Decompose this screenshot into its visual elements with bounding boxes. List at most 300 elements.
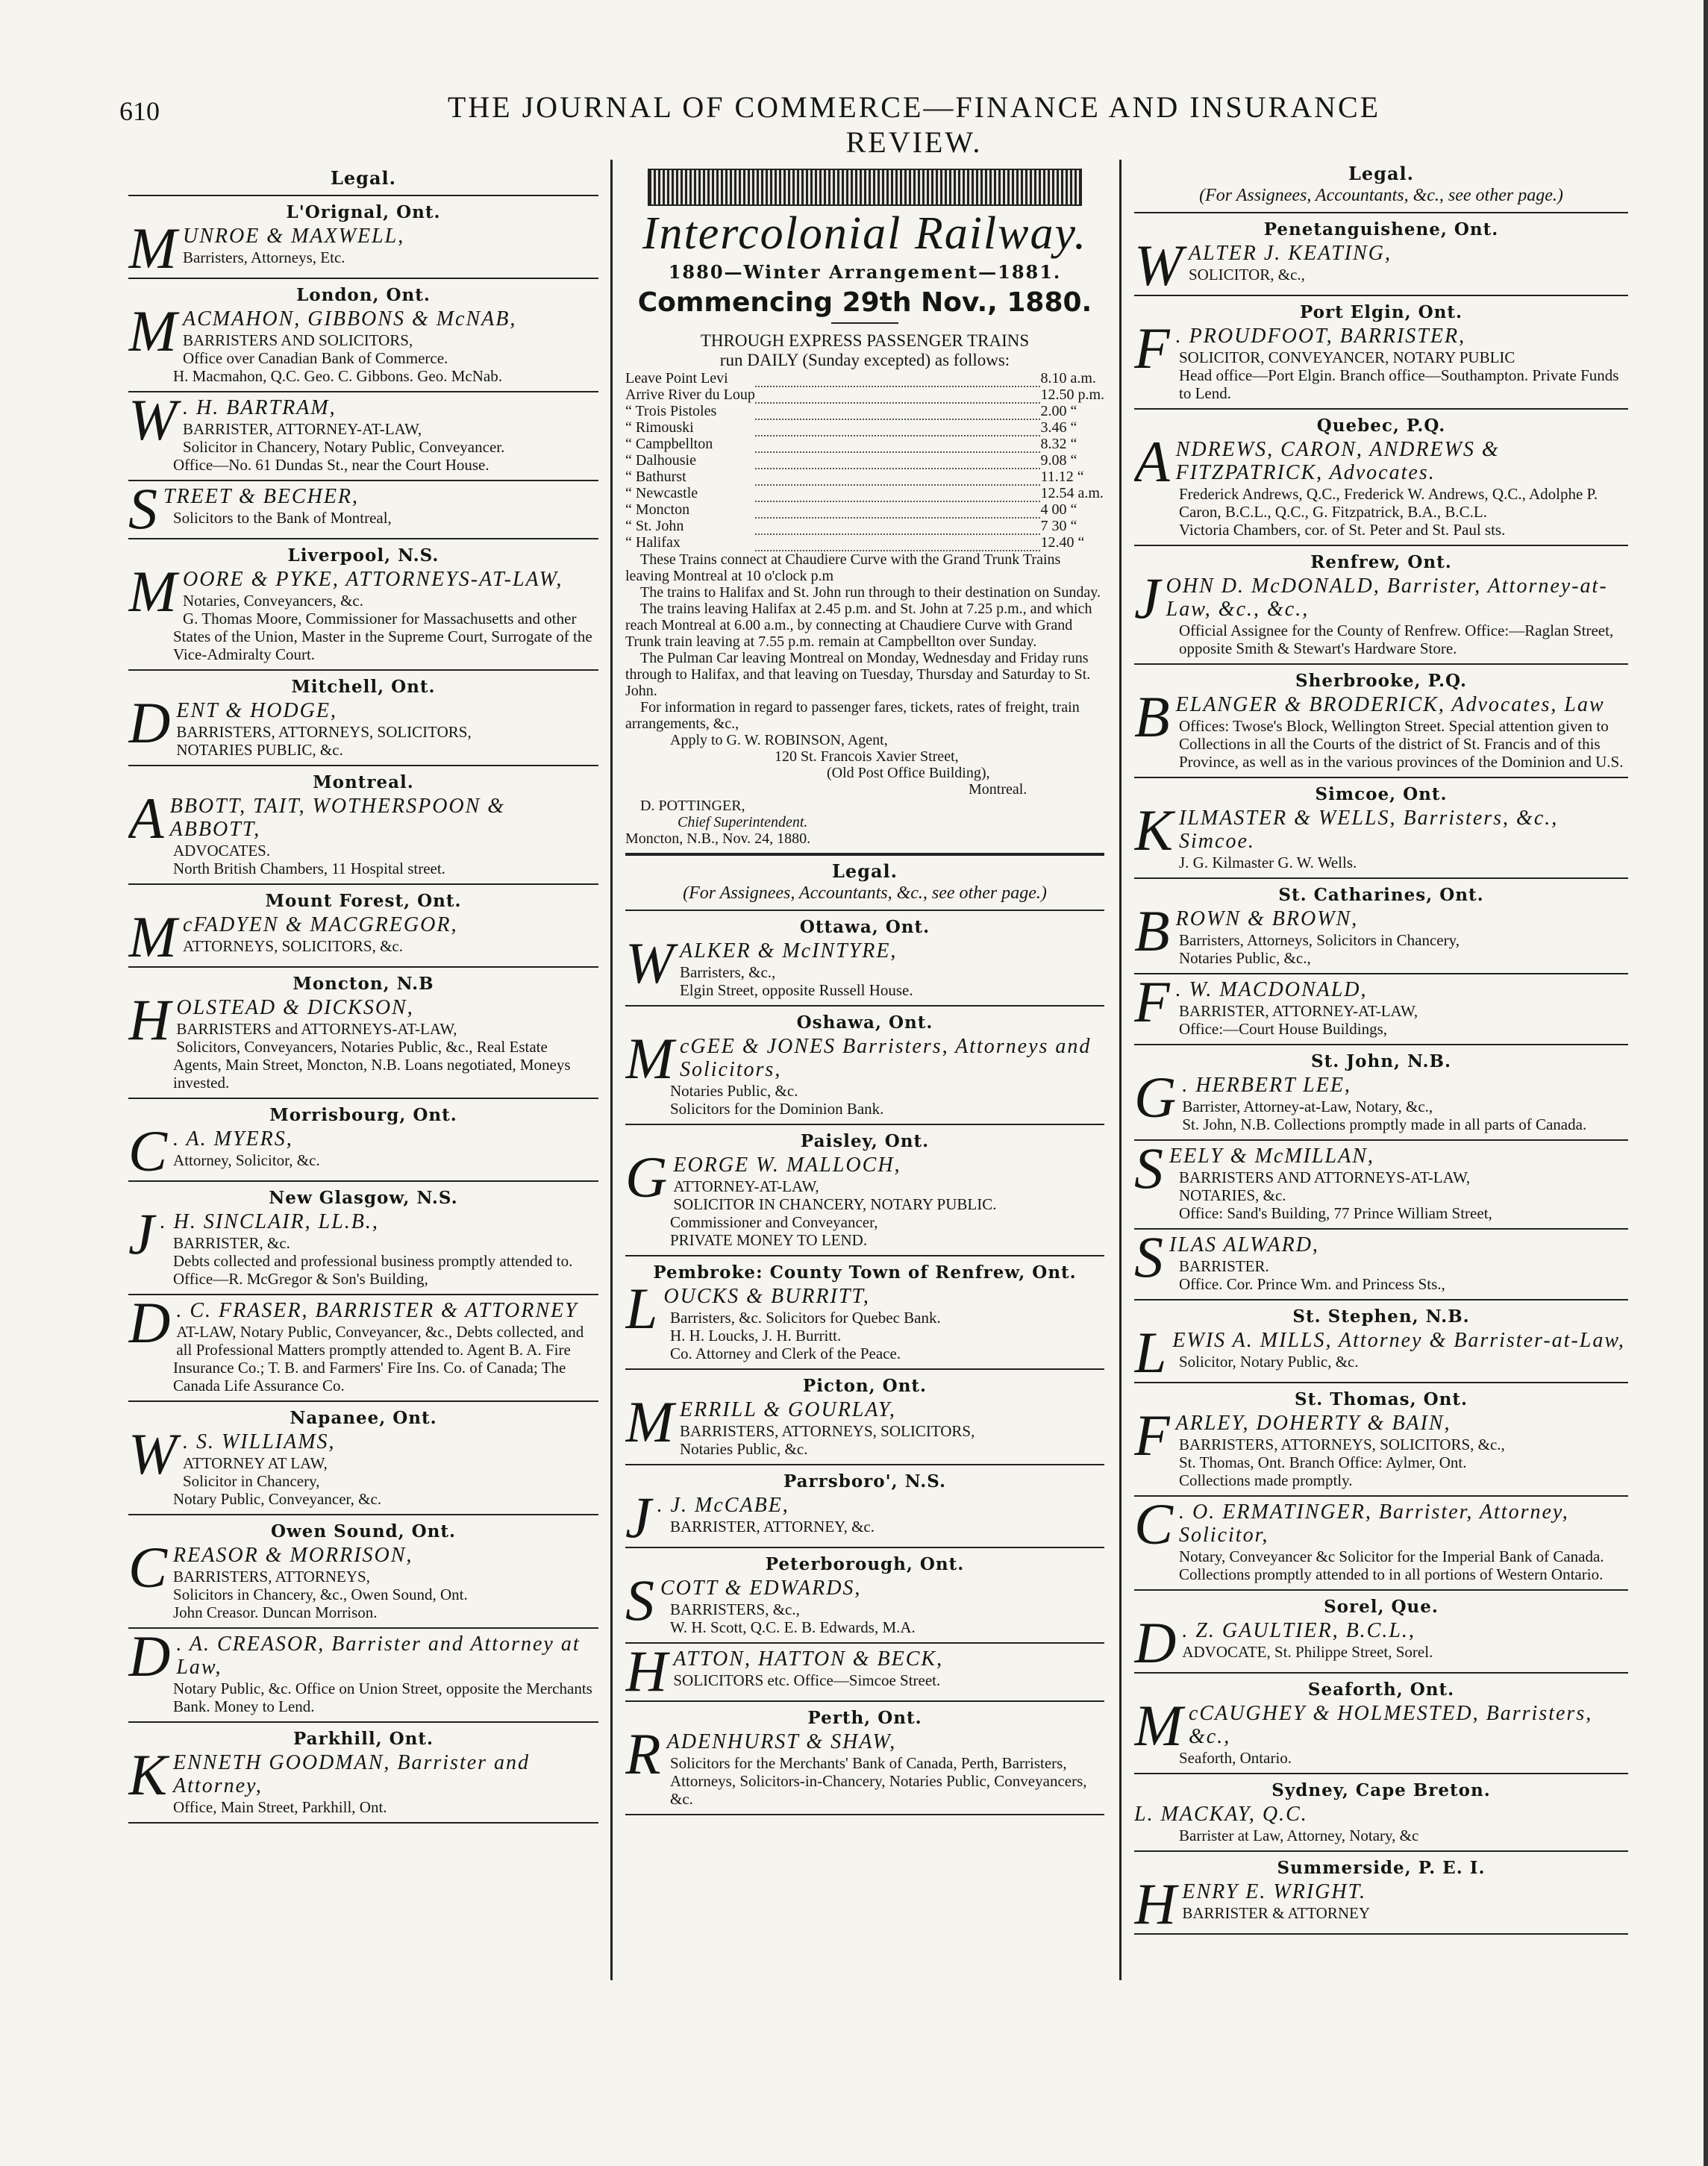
place-heading: Moncton, N.B — [293, 974, 434, 994]
ad-paragraph: These Trains connect at Chaudiere Curve with the Grand Trunk Trains leaving Montreal at 10 o'clock p.m — [625, 551, 1061, 584]
professional-card — [625, 1389, 1104, 1458]
card-detail-line: BARRISTERS, ATTORNEYS, SOLICITORS, &c., — [1179, 1436, 1505, 1453]
timetable-leader — [755, 366, 1041, 382]
card-detail-line: Frederick Andrews, Q.C., Frederick W. Andrews, Q.C., Adolphe P. Caron, B.C.L., Q.C., G. Fitzpatrick, B.A., B.C.L. — [1179, 485, 1598, 521]
card-name: . A. CREASOR, Barrister and Attorney at Law, — [176, 1633, 581, 1679]
card-detail-line: BARRISTER, ATTORNEY, &c. — [670, 1518, 875, 1536]
card-detail-line: SOLICITOR, &c., — [1188, 266, 1305, 284]
timetable-station: “ Newcastle — [625, 485, 698, 501]
professional-card — [128, 1535, 598, 1621]
place-heading: Port Elgin, Ont. — [1300, 302, 1463, 322]
place-heading: St. Stephen, N.B. — [1292, 1306, 1470, 1327]
card-name: ATTON, HATTON & BECK, — [673, 1647, 944, 1671]
card-detail-line: ATTORNEY AT LAW, — [182, 1454, 328, 1472]
card-detail-line: NOTARIES, &c. — [1179, 1186, 1286, 1204]
professional-card — [1134, 316, 1628, 402]
card-initial: J — [1134, 566, 1160, 630]
ad-apply-2: 120 St. Francois Xavier Street, — [775, 748, 959, 765]
card-name: REASOR & MORRISON, — [173, 1544, 413, 1567]
card-detail-line: BARRISTERS, ATTORNEYS, SOLICITORS, — [176, 723, 472, 741]
timetable-leader — [755, 398, 1041, 415]
card-name: . W. MACDONALD, — [1175, 978, 1368, 1001]
card-name: ADENHURST & SHAW, — [666, 1730, 897, 1753]
professional-card — [1134, 1065, 1628, 1133]
card-detail-line: Notary Public, &c. Office on Union Street, opposite the Merchants Bank. Money to Lend. — [173, 1680, 592, 1715]
divider — [625, 1255, 1104, 1256]
place-heading: Pembroke: County Town of Renfrew, Ont. — [653, 1262, 1077, 1283]
professional-card — [1134, 1224, 1628, 1293]
column-rule-1 — [610, 160, 613, 1980]
place-heading: Mitchell, Ont. — [291, 677, 436, 697]
card-detail-line: Office: Sand's Building, 77 Prince William Street, — [1179, 1204, 1492, 1222]
card-detail-line: Debts collected and professional business promptly attended to. Office—R. McGregor & Son's Building, — [173, 1252, 573, 1288]
ad-through-1: THROUGH EXPRESS PASSENGER TRAINS — [700, 331, 1030, 350]
card-initial: S — [128, 476, 157, 541]
card-detail-line: Official Assignee for the County of Renfrew. Office:—Raglan Street, opposite Smith & Stewart's Hardware Store. — [1179, 622, 1614, 657]
place-heading: Owen Sound, Ont. — [270, 1521, 457, 1541]
card-name: ERRILL & GOURLAY, — [679, 1398, 896, 1421]
divider — [625, 1814, 1104, 1815]
professional-card — [1134, 898, 1628, 967]
card-name: BBOTT, TAIT, WOTHERSPOON & ABBOTT, — [169, 795, 506, 841]
divider — [128, 1180, 598, 1182]
card-name: ELANGER & BRODERICK, Advocates, Law — [1175, 693, 1605, 716]
timetable-time: 2.00 “ — [1040, 403, 1077, 419]
divider — [625, 1464, 1104, 1465]
professional-card — [128, 1290, 598, 1395]
professional-card — [1134, 1871, 1628, 1936]
card-detail-line: SOLICITORS etc. Office—Simcoe Street. — [673, 1671, 941, 1689]
card-detail-line: Seaforth, Ontario. — [1179, 1749, 1292, 1767]
card-detail-line: BARRISTERS, ATTORNEYS, SOLICITORS, — [679, 1422, 975, 1440]
page-number: 610 — [119, 96, 160, 126]
card-detail-line: Notary, Conveyancer &c Solicitor for the Imperial Bank of Canada. Collections promptly attended to in all portions of Western Ontario. — [1179, 1547, 1604, 1583]
card-name-line — [128, 1624, 598, 1688]
place-heading: Seaforth, Ont. — [1307, 1680, 1455, 1700]
divider — [128, 391, 598, 392]
card-initial: L — [1134, 1320, 1167, 1385]
card-initial: W — [128, 387, 177, 452]
professional-card — [1134, 1403, 1628, 1489]
card-detail-line: Solicitor in Chancery, Notary Public, Conveyancer. — [182, 438, 505, 456]
card-initial: R — [625, 1721, 661, 1786]
card-detail-line: W. H. Scott, Q.C. E. B. Edwards, M.A. — [670, 1618, 916, 1636]
card-initial: S — [1134, 1224, 1163, 1289]
card-detail-line: Solicitors in Chancery, &c., Owen Sound, Ont. — [173, 1586, 468, 1603]
card-detail-line: H. H. Loucks, J. H. Burritt. — [670, 1327, 842, 1345]
place-heading: Renfrew, Ont. — [1310, 552, 1452, 572]
card-name: ROWN & BROWN, — [1175, 907, 1359, 930]
professional-card — [128, 1421, 598, 1508]
divider — [625, 1642, 1104, 1644]
place-heading: Sydney, Cape Breton. — [1271, 1780, 1491, 1800]
card-detail-line: SOLICITOR, CONVEYANCER, NOTARY PUBLIC — [1179, 348, 1515, 366]
divider — [128, 1514, 598, 1515]
card-detail-line: Office. Cor. Prince Wm. and Princess Sts., — [1179, 1275, 1445, 1293]
divider — [128, 1294, 598, 1295]
card-name: . H. SINCLAIR, LL.B., — [160, 1210, 379, 1233]
divider — [1134, 1228, 1628, 1230]
ad-apply-1: Apply to G. W. ROBINSON, Agent, — [670, 732, 888, 748]
divider — [1134, 777, 1628, 778]
card-detail-line: Solicitor in Chancery, — [182, 1472, 320, 1490]
card-initial: B — [1134, 898, 1170, 963]
place-heading: St. Catharines, Ont. — [1278, 885, 1484, 905]
card-name-line — [1134, 1803, 1628, 1827]
card-detail-line: Barrister, Attorney-at-Law, Notary, &c., — [1182, 1098, 1433, 1115]
professional-card — [128, 387, 598, 474]
card-name: EWIS A. MILLS, Attorney & Barrister-at-Law, — [1172, 1329, 1625, 1352]
card-name: ALKER & McINTYRE, — [679, 939, 898, 963]
page-edge — [1704, 0, 1708, 2166]
card-name: ENNETH GOODMAN, Barrister and Attorney, — [173, 1751, 531, 1797]
card-name: ENRY E. WRIGHT. — [1182, 1880, 1367, 1903]
timetable-leader — [755, 497, 1041, 513]
ad-signed-2: Chief Superintendent. — [678, 814, 808, 830]
card-detail-line: Office—No. 61 Dundas St., near the Court House. — [173, 456, 489, 474]
card-initial: M — [128, 216, 177, 281]
ad-apply-4: Montreal. — [969, 781, 1027, 798]
card-detail-line: ADVOCATE, St. Philippe Street, Sorel. — [1182, 1643, 1433, 1661]
card-initial: W — [625, 930, 674, 995]
card-initial: W — [128, 1421, 177, 1486]
card-initial: F — [1134, 969, 1170, 1034]
card-initial: D — [1134, 1610, 1177, 1675]
divider — [1134, 1044, 1628, 1045]
card-name: COTT & EDWARDS, — [660, 1577, 862, 1600]
divider — [128, 1098, 598, 1099]
card-list — [128, 202, 598, 1824]
divider — [625, 1124, 1104, 1125]
card-initial: G — [625, 1145, 668, 1209]
place-heading: Oshawa, Ont. — [796, 1012, 933, 1033]
professional-card — [1134, 1610, 1628, 1675]
card-detail-line: Notaries, Conveyancers, &c. — [182, 592, 363, 610]
card-detail-line: Office over Canadian Bank of Commerce. — [182, 349, 448, 367]
card-detail-line: Notaries Public, &c. — [679, 1440, 808, 1458]
card-name: ACMAHON, GIBBONS & McNAB, — [182, 307, 517, 331]
place-heading: Picton, Ont. — [802, 1376, 927, 1396]
place-heading: Mount Forest, Ont. — [265, 891, 462, 911]
card-detail-line: Office:—Court House Buildings, — [1179, 1020, 1388, 1038]
ad-title: Intercolonial Railway. — [642, 208, 1088, 259]
card-initial: G — [1134, 1065, 1177, 1130]
card-initial: M — [128, 559, 177, 624]
divider — [1134, 1139, 1628, 1141]
card-initial: D — [128, 1624, 171, 1688]
professional-card — [625, 1568, 1104, 1636]
place-heading: Simcoe, Ont. — [1315, 784, 1448, 804]
card-name: OHN D. McDONALD, Barrister, Attorney-at-Law, &c., &c., — [1166, 575, 1608, 621]
place-heading: London, Ont. — [296, 285, 431, 305]
column-left — [128, 163, 598, 1828]
card-initial: M — [128, 904, 177, 969]
card-detail-line: ATTORNEY-AT-LAW, — [673, 1177, 819, 1195]
timetable-station: “ Dalhousie — [625, 452, 696, 469]
professional-card — [128, 1201, 598, 1288]
place-heading: Morrisbourg, Ont. — [269, 1105, 457, 1125]
timetable-leader — [755, 415, 1041, 431]
section-title: Legal. — [1348, 163, 1414, 184]
timetable-time: 7 30 “ — [1040, 518, 1077, 534]
professional-card — [625, 1145, 1104, 1249]
card-detail-line: Solicitors to the Bank of Montreal, — [173, 509, 392, 527]
card-initial: H — [128, 987, 171, 1052]
ad-paragraph: The trains leaving Halifax at 2.45 p.m. and St. John at 7.25 p.m., and which reach Montreal at 6.00 a.m., by connecting at Chaudiere Curve with Grand Trunk train leaving at 7.55 p.m. remain at Campbellton over Sunday. — [625, 601, 1092, 650]
card-initial: K — [128, 1742, 168, 1807]
card-initial: M — [128, 298, 177, 363]
card-detail-line: Co. Attorney and Clerk of the Peace. — [670, 1345, 901, 1362]
professional-card — [1134, 1693, 1628, 1767]
timetable-leader — [755, 431, 1041, 448]
card-name-line — [1134, 1492, 1628, 1556]
ad-commencing: Commencing 29th Nov., 1880. — [637, 287, 1092, 318]
timetable-time: 12.40 “ — [1040, 534, 1085, 551]
timetable-leader — [755, 481, 1041, 497]
professional-card — [1134, 566, 1628, 657]
place-heading: Sherbrooke, P.Q. — [1295, 671, 1467, 691]
column-right — [1134, 163, 1628, 1939]
divider — [1134, 1382, 1628, 1383]
card-detail-line: Solicitors for the Merchants' Bank of Canada, Perth, Barristers, Attorneys, Solicitors-in-Chancery, Notaries Public, Conveyancers, &c. — [670, 1754, 1087, 1808]
card-initial: M — [1134, 1693, 1183, 1758]
card-name: ARLEY, DOHERTY & BAIN, — [1175, 1412, 1451, 1435]
divider — [1134, 212, 1628, 213]
timetable-station: “ Halifax — [625, 534, 681, 551]
professional-card — [625, 930, 1104, 999]
card-detail-line: Solicitors, Conveyancers, Notaries Public, &c., Real Estate Agents, Main Street, Moncton, N.B. Loans negotiated, Moneys invested. — [173, 1038, 571, 1092]
timetable-station: “ Campbellton — [625, 436, 713, 452]
card-detail-line: H. Macmahon, Q.C. Geo. C. Gibbons. Geo. McNab. — [173, 367, 502, 385]
professional-card — [128, 1118, 598, 1183]
card-detail-line: PRIVATE MONEY TO LEND. — [670, 1231, 868, 1249]
timetable-station: “ Rimouski — [625, 419, 694, 436]
card-initial: L — [625, 1276, 658, 1341]
divider — [1134, 877, 1628, 879]
professional-card — [625, 1638, 1104, 1703]
card-detail-line: BARRISTER, ATTORNEY-AT-LAW, — [182, 420, 422, 438]
timetable-station: “ Moncton — [625, 501, 690, 518]
card-initial: B — [1134, 684, 1170, 749]
card-detail-line: Office, Main Street, Parkhill, Ont. — [173, 1798, 387, 1816]
card-initial: D — [128, 690, 171, 755]
divider — [625, 1368, 1104, 1370]
section-title: Legal. — [331, 167, 396, 189]
card-detail-line: Head office—Port Elgin. Branch office—Southampton. Private Funds to Lend. — [1179, 366, 1619, 402]
card-name: . C. FRASER, BARRISTER & ATTORNEY — [176, 1299, 578, 1322]
place-heading: Parrsboro', N.S. — [783, 1471, 947, 1492]
divider — [1134, 1850, 1628, 1852]
timetable-time: 3.46 “ — [1040, 419, 1077, 436]
card-name: . J. McCABE, — [657, 1494, 789, 1517]
professional-card — [128, 1624, 598, 1715]
card-detail-line: BARRISTER, &c. — [173, 1234, 290, 1252]
place-heading: St. John, N.B. — [1311, 1051, 1451, 1071]
card-detail-line: ATTORNEYS, SOLICITORS, &c. — [182, 937, 403, 955]
divider — [128, 1627, 598, 1629]
professional-card — [625, 1276, 1104, 1362]
card-list — [625, 917, 1104, 1815]
card-detail-line: Notaries Public, &c. — [670, 1082, 798, 1100]
divider — [1134, 663, 1628, 665]
card-detail-line: BARRISTERS and ATTORNEYS-AT-LAW, — [176, 1020, 457, 1038]
divider — [1134, 1299, 1628, 1300]
divider — [128, 1822, 598, 1824]
place-heading: Liverpool, N.S. — [287, 545, 439, 566]
timetable-time: 4 00 “ — [1040, 501, 1077, 518]
divider — [1134, 1773, 1628, 1774]
card-initial: J — [625, 1485, 651, 1550]
professional-card — [1134, 429, 1628, 539]
place-heading: Napanee, Ont. — [290, 1408, 437, 1428]
divider — [128, 278, 598, 279]
professional-card — [128, 987, 598, 1092]
place-heading: Parkhill, Ont. — [293, 1729, 434, 1749]
section-title: Legal. — [832, 860, 898, 882]
place-heading: Summerside, P. E. I. — [1277, 1858, 1486, 1878]
timetable-leader — [755, 513, 1041, 530]
timetable-leader — [755, 382, 1041, 398]
section-subtitle: (For Assignees, Accountants, &c., see other page.) — [1199, 186, 1563, 205]
card-name: ILMASTER & WELLS, Barristers, &c., Simcoe. — [1179, 807, 1559, 853]
professional-card — [128, 298, 598, 385]
card-detail-line: John Creasor. Duncan Morrison. — [173, 1603, 378, 1621]
card-detail-line: BARRISTERS, &c., — [670, 1600, 800, 1618]
ad-paragraphs — [625, 551, 1104, 732]
divider — [128, 883, 598, 885]
card-detail-line: Commissioner and Conveyancer, — [670, 1213, 878, 1231]
place-heading: Montreal. — [313, 772, 414, 792]
card-detail-line: BARRISTER, ATTORNEY-AT-LAW, — [1179, 1002, 1418, 1020]
professional-card — [128, 476, 598, 541]
card-initial: A — [128, 786, 164, 851]
divider — [128, 195, 598, 196]
timetable-leader — [755, 464, 1041, 481]
place-heading: Peterborough, Ont. — [765, 1554, 965, 1574]
card-initial: M — [625, 1026, 674, 1091]
place-heading: St. Thomas, Ont. — [1294, 1389, 1468, 1409]
card-initial: M — [625, 1389, 674, 1454]
card-initial: C — [128, 1118, 168, 1183]
card-name: ALTER J. KEATING, — [1188, 242, 1392, 265]
divider — [625, 1547, 1104, 1548]
card-name-line — [1134, 429, 1628, 494]
professional-card — [1134, 1136, 1628, 1222]
professional-card — [128, 786, 598, 877]
ad-paragraph: For information in regard to passenger fares, tickets, rates of freight, train arrangements, &c., — [625, 699, 1080, 732]
place-heading: New Glasgow, N.S. — [269, 1188, 458, 1208]
card-name: TREET & BECHER, — [163, 485, 360, 508]
card-name: . Z. GAULTIER, B.C.L., — [1182, 1619, 1415, 1642]
card-detail-line: Barristers, Attorneys, Etc. — [182, 248, 345, 266]
ad-through-2: run DAILY (Sunday excepted) as follows: — [719, 351, 1010, 369]
card-detail-line: BARRISTER. — [1179, 1257, 1269, 1275]
timetable — [625, 370, 1104, 551]
card-detail-line: Barristers, &c., — [679, 963, 776, 981]
card-initial: J — [128, 1201, 154, 1266]
card-detail-line: Elgin Street, opposite Russell House. — [679, 981, 913, 999]
column-middle — [625, 163, 1104, 1820]
card-detail-line: Collections made promptly. — [1179, 1471, 1353, 1489]
place-heading: Perth, Ont. — [807, 1708, 922, 1728]
divider — [625, 1005, 1104, 1007]
card-name: cGEE & JONES Barristers, Attorneys and Solicitors, — [679, 1035, 1092, 1081]
place-heading: Ottawa, Ont. — [799, 917, 930, 937]
card-detail-line: Notary Public, Conveyancer, &c. — [173, 1490, 382, 1508]
card-initial: F — [1134, 1403, 1170, 1468]
divider — [128, 1400, 598, 1402]
place-heading: Penetanguishene, Ont. — [1263, 219, 1499, 240]
place-heading: Paisley, Ont. — [800, 1131, 930, 1151]
professional-card — [1134, 1320, 1628, 1385]
card-name: . HERBERT LEE, — [1182, 1074, 1351, 1097]
card-name: OLSTEAD & DICKSON, — [176, 996, 414, 1019]
professional-card — [625, 1485, 1104, 1550]
card-initial: S — [1134, 1136, 1163, 1201]
timetable-station: “ Trois Pistoles — [625, 403, 717, 419]
timetable-time: 8.32 “ — [1040, 436, 1077, 452]
professional-card — [128, 690, 598, 759]
card-name: cFADYEN & MACGREGOR, — [182, 913, 458, 936]
timetable-leader — [755, 448, 1041, 464]
ad-signed-3: Moncton, N.B., Nov. 24, 1880. — [625, 830, 811, 847]
place-heading: Quebec, P.Q. — [1316, 416, 1446, 436]
card-initial: A — [1134, 429, 1170, 494]
professional-card — [625, 1026, 1104, 1118]
divider — [1134, 295, 1628, 296]
professional-card — [128, 1742, 598, 1816]
divider — [625, 910, 1104, 911]
card-detail-line: Solicitors for the Dominion Bank. — [670, 1100, 884, 1118]
card-detail-line: Barristers, Attorneys, Solicitors in Chancery, — [1179, 931, 1460, 949]
ad-paragraph: The Pulman Car leaving Montreal on Monday, Wednesday and Friday runs through to Halifax, and that leaving on Tuesday, Thursday and Saturday to St. John. — [625, 650, 1091, 699]
card-detail-line: G. Thomas Moore, Commissioner for Massachusetts and other States of the Union, Master in the Supreme Court, Surrogate of the Vice-Admiralty Court. — [173, 610, 592, 663]
card-detail-line: BARRISTER & ATTORNEY — [1182, 1904, 1370, 1922]
timetable-station: “ Bathurst — [625, 469, 686, 485]
running-title: THE JOURNAL OF COMMERCE—FINANCE AND INSURANCE REVIEW. — [447, 90, 1381, 159]
card-detail-line: Notaries Public, &c., — [1179, 949, 1311, 967]
card-initial: K — [1134, 798, 1174, 863]
divider — [128, 538, 598, 539]
card-name: L. MACKAY, Q.C. — [1134, 1803, 1308, 1826]
divider — [831, 322, 898, 324]
railway-engraving — [648, 169, 1082, 206]
divider — [128, 765, 598, 766]
card-detail-line: NOTARIES PUBLIC, &c. — [176, 741, 343, 759]
professional-card — [128, 904, 598, 969]
professional-card — [1134, 1803, 1628, 1844]
timetable-station: Arrive River du Loup — [625, 386, 755, 403]
card-initial: F — [1134, 316, 1170, 381]
divider — [1134, 973, 1628, 974]
place-heading: Sorel, Que. — [1324, 1597, 1439, 1617]
timetable-time: 8.10 a.m. — [1040, 370, 1096, 386]
ad-arrangement: 1880—Winter Arrangement—1881. — [668, 261, 1062, 283]
card-name: cCAUGHEY & HOLMESTED, Barristers, &c., — [1188, 1702, 1593, 1748]
professional-card — [625, 1721, 1104, 1808]
card-name: ILAS ALWARD, — [1169, 1233, 1319, 1256]
card-name: OORE & PYKE, ATTORNEYS-AT-LAW, — [182, 568, 563, 591]
ad-paragraph: The trains to Halifax and St. John run through to their destination on Sunday. — [640, 584, 1101, 601]
timetable-time: 12.50 p.m. — [1040, 386, 1104, 403]
card-detail-line: North British Chambers, 11 Hospital street. — [173, 860, 445, 877]
card-detail-line: Offices: Twose's Block, Wellington Street. Special attention given to Collections in all the Courts of the district of St. Francis and of this Province, as well as in the various provinces of the Dominion and U.S. — [1179, 717, 1624, 771]
card-name: . O. ERMATINGER, Barrister, Attorney, Solicitor, — [1179, 1500, 1569, 1547]
ad-signed-1: D. POTTINGER, — [640, 798, 745, 814]
divider — [1134, 1589, 1628, 1591]
section-subtitle: (For Assignees, Accountants, &c., see other page.) — [683, 883, 1047, 903]
divider — [128, 669, 598, 671]
